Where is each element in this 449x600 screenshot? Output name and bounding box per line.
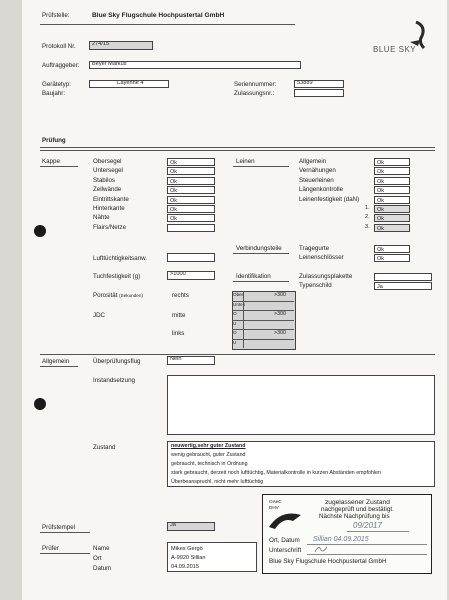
porosity-row-divider (232, 339, 294, 340)
stamp-line2: nachgeprüft und bestätigt. (321, 506, 394, 513)
kappe-item-label: Flairs/Netze (93, 223, 127, 231)
porosity-row-value[interactable]: >300 (274, 311, 286, 317)
blue-sky-logo (372, 14, 432, 64)
stamp-ort-label: Ort, Datum (269, 537, 300, 544)
pruefstelle-label: Prüfstelle: (42, 12, 70, 19)
protocol-sheet (22, 0, 447, 600)
zulassungsnr-field[interactable] (294, 89, 344, 97)
zustand-option[interactable]: Überbeanspruchl, nicht mehr lufttüchtig (171, 479, 264, 485)
porosity-row-value[interactable]: >300 (274, 292, 286, 298)
name-label: Name (93, 545, 110, 552)
kappe-item-label: Untersegel (93, 167, 123, 175)
porosity-row-divider (232, 320, 294, 321)
ident-item-value[interactable]: Ja (374, 282, 432, 290)
verbindung-item-value[interactable]: Ok (374, 245, 410, 253)
leinen-num-value[interactable]: Ok (374, 214, 410, 222)
zustand-option[interactable]: wenig gebraucht, guter Zustand (171, 452, 246, 458)
flug-label: Überprüfungsflug (93, 358, 141, 365)
seriennummer-label: Seriennummer: (234, 81, 277, 88)
kappe-label: Kappe (42, 158, 60, 165)
verbindung-item-label: Leinenschlösser (299, 254, 344, 262)
tuch-label: Tuchfestigkeit (g) (93, 273, 141, 280)
verbindung-item-value[interactable]: Ok (374, 254, 410, 262)
stamp-next-date: 09/2017 (353, 521, 382, 530)
leinen-item-value[interactable]: Ok (374, 158, 410, 166)
leinen-num-label: 1. (365, 205, 370, 211)
leinen-item-label: Längenkontrolle (299, 186, 344, 194)
kappe-item-value[interactable]: Ok (167, 214, 215, 222)
pruefstelle-value: Blue Sky Flugschule Hochpustertal GmbH (92, 12, 225, 19)
kappe-item-value[interactable]: Ok (167, 205, 215, 213)
flug-field[interactable]: Nein (167, 356, 215, 365)
ident-item-label: Zulassungsplakette (299, 273, 353, 280)
instand-label: Instandsetzung (93, 377, 135, 384)
zustand-option[interactable]: neuwertig,sehr guter Zustand (171, 443, 246, 449)
kappe-item-value[interactable]: Ok (167, 186, 215, 194)
geraetetyp-label: Gerätetyp: (42, 81, 71, 88)
protokoll-label: Protokoll Nr. (42, 43, 76, 50)
pruefung-title: Prüfung (42, 137, 66, 144)
pos-links: links (172, 330, 185, 337)
punch-hole (34, 225, 46, 237)
leinen-item-value[interactable]: Ok (374, 177, 410, 185)
zustand-option[interactable]: gebraucht, technisch in Ordnung (171, 461, 248, 467)
stamp-org: OAeC (269, 499, 282, 504)
verbindung-label: Verbindungsteile (236, 245, 282, 252)
verbindung-item-label: Tragegurte (299, 245, 330, 252)
zustand-list (167, 441, 435, 487)
zulassungsnr-label: Zulassungsnr.: (234, 90, 275, 97)
punch-hole (34, 398, 46, 410)
signature-mark (313, 544, 333, 554)
stamp-org2: DHV (269, 505, 279, 510)
pruefstempel-field[interactable]: Ja (167, 522, 215, 531)
stamp-ort-value: Sillian 04.09.2015 (313, 536, 369, 543)
pruefer-label: Prüfer (42, 545, 59, 552)
ort-label: Ort (93, 555, 102, 562)
porosity-row-label: Oben (233, 292, 245, 297)
leinen-num-label: 2. (365, 214, 370, 221)
leinen-item-value[interactable]: Ok (374, 167, 410, 175)
tuch-field[interactable]: >1000 (167, 271, 215, 280)
ident-item-label: Typenschild (299, 282, 332, 290)
porosity-table (216, 291, 296, 349)
protokoll-field[interactable]: 274/15 (89, 41, 153, 50)
logo-text: BLUE SKY (373, 45, 417, 54)
porosity-col-divider (243, 291, 244, 348)
luft-label: Lufttüchtigkeitsanw. (93, 255, 148, 262)
pos-rechts: rechts (172, 292, 189, 299)
kappe-item-value[interactable]: Ok (167, 177, 215, 185)
kappe-item-label: Zellwände (93, 186, 122, 194)
datum-label: Datum (93, 565, 112, 572)
leinen-item-label: Steuerleinen (299, 176, 334, 184)
jdc-label: JDC (93, 312, 106, 319)
porositaet-label: Porosität (Sekunden) (93, 292, 143, 299)
baujahr-label: Baujahr: (42, 90, 66, 97)
stamp-unterschrift-label: Unterschrift (269, 547, 302, 554)
pruefer-box (167, 542, 257, 572)
kappe-item-value[interactable] (167, 224, 215, 232)
auftraggeber-label: Auftraggeber: (42, 62, 80, 69)
leinen-item-value[interactable]: Ok (374, 196, 410, 204)
kappe-item-label: Stabilos (93, 176, 116, 184)
kappe-item-label: Obersegel (93, 158, 122, 165)
porosity-row-label: O (233, 311, 237, 316)
glider-icon (267, 509, 303, 531)
allgemein-label: Allgemein (42, 358, 70, 365)
stamp-line1: zugelassener Zustand (325, 499, 390, 506)
porosity-row-label: Unten (233, 301, 246, 307)
ident-label: Identifikation (236, 273, 271, 280)
leinen-item-value[interactable]: Ok (374, 186, 410, 194)
zustand-label: Zustand (93, 444, 116, 451)
porosity-row-label: U (233, 320, 237, 326)
pruefstempel-label: Prüfstempel (42, 524, 76, 531)
kappe-item-value[interactable]: Ok (167, 167, 215, 175)
ort-value: A-9920 Sillian (171, 555, 206, 561)
seriennummer-field[interactable]: 53889 (294, 80, 344, 88)
stamp-company: Blue Sky Flugschule Hochpustertal GmbH (269, 558, 387, 565)
auftraggeber-field[interactable]: Beyer Markus (89, 61, 301, 69)
zustand-option[interactable]: stark gebraucht, derzeit noch lufttüchtig, Materialkontrolle in kurzen Abständen empfohlen (171, 470, 381, 476)
leinen-label: Leinen (236, 158, 255, 165)
leinen-item-label: Vernähungen (299, 167, 336, 175)
porosity-row-label: U (233, 339, 237, 345)
leinen-item-label: Allgemein (299, 158, 327, 165)
porosity-row-value[interactable]: >300 (274, 330, 286, 336)
porosity-row-label: O (233, 330, 237, 335)
name-value: Mikes Gergö (171, 546, 203, 552)
pos-mitte: mitte (172, 312, 186, 319)
leinen-num-value[interactable]: Ok (374, 224, 410, 232)
pruefstempel-stamp (262, 494, 432, 574)
leinen-item-label: Leinenfestigkeit (daN) (299, 195, 360, 203)
stamp-line3: Nächste Nachprüfung bis (319, 513, 390, 520)
geraetetyp-field[interactable]: Cayenne 4 (89, 80, 169, 88)
datum-value: 04.09.2015 (171, 564, 199, 570)
kappe-item-value[interactable]: Ok (167, 158, 215, 166)
kappe-item-label: Nähte (93, 214, 110, 222)
leinen-num-label: 3. (365, 223, 370, 230)
luft-field[interactable] (167, 253, 215, 262)
ident-item-value[interactable] (374, 273, 432, 281)
instand-field[interactable] (167, 375, 435, 435)
kappe-item-label: Eintrittskante (93, 195, 129, 203)
kappe-item-label: Hinterkante (93, 205, 125, 212)
kappe-item-value[interactable]: Ok (167, 196, 215, 204)
leinen-num-value[interactable]: Ok (374, 205, 410, 213)
